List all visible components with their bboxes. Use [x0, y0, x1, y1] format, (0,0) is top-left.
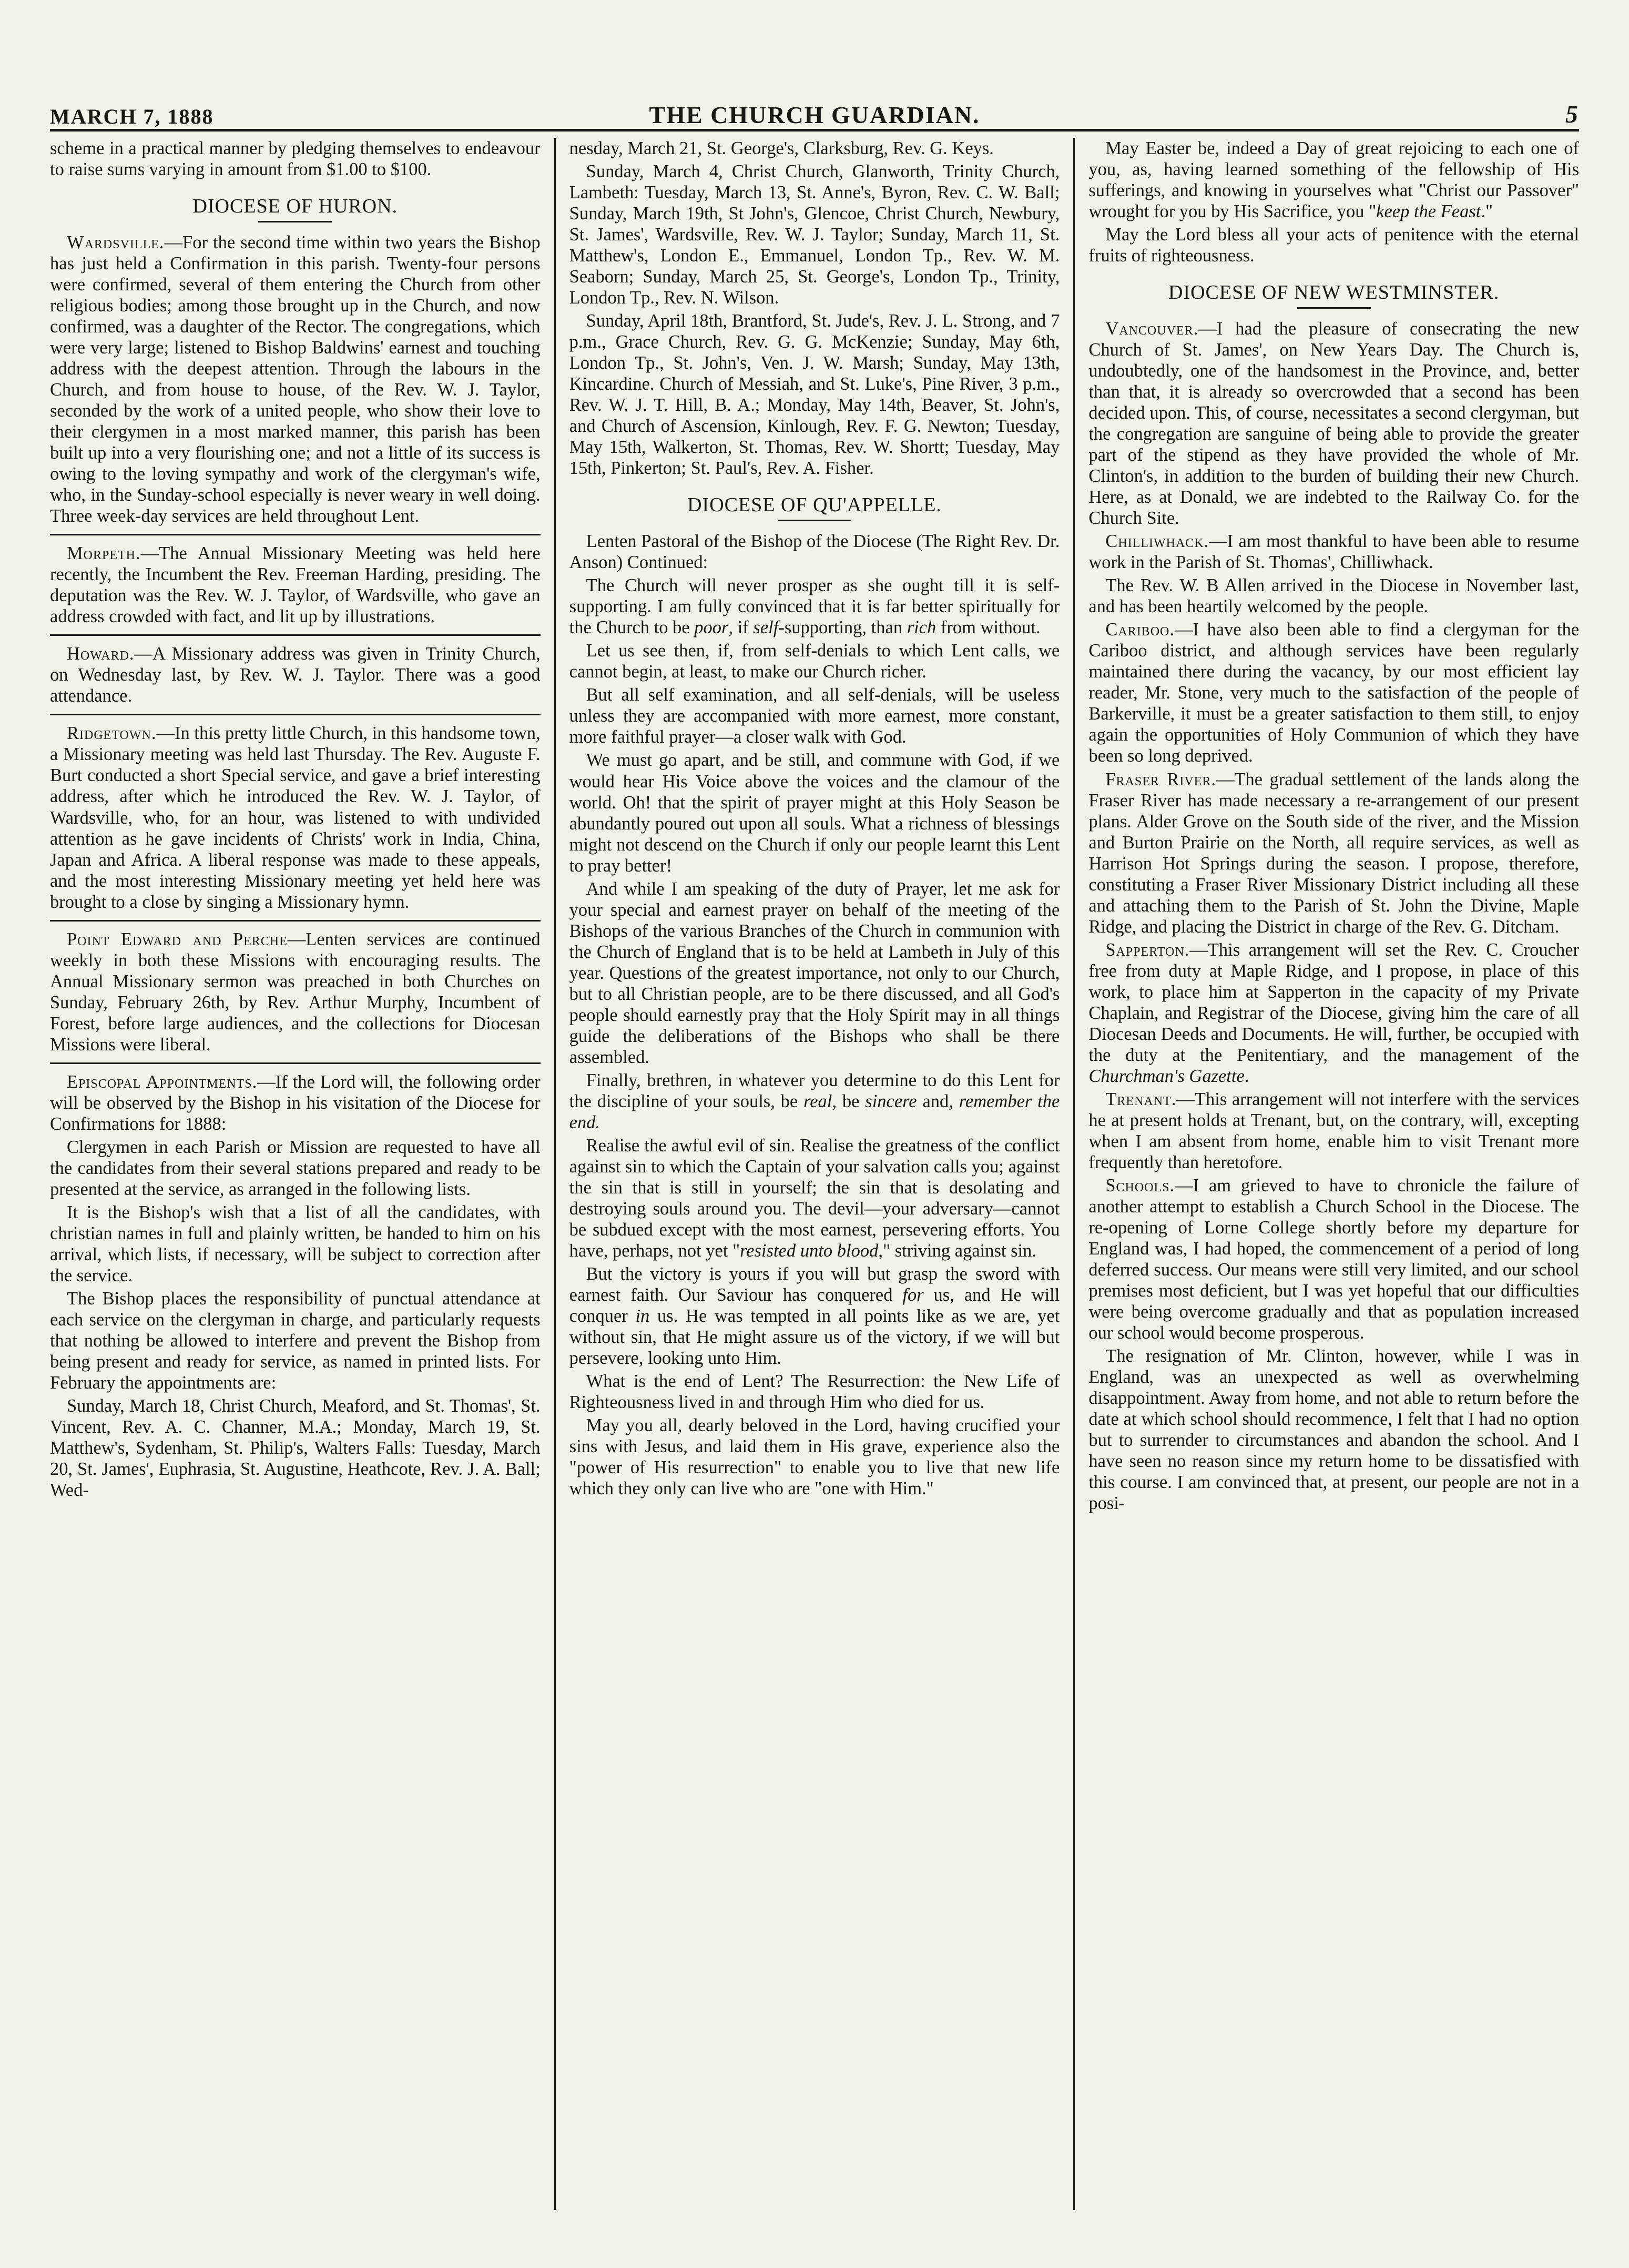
item-lead: Chilliwhack.	[1105, 531, 1209, 552]
paragraph: What is the end of Lent? The Resurrection: the New Life of Righteousness lived in and through Him who died for us.	[569, 1371, 1060, 1412]
text-run: , be	[832, 1091, 866, 1111]
item-lead: Vancouver.	[1105, 319, 1199, 339]
text-run: Realise the awful evil of sin. Realise the greatness of the conflict against sin to which the Captain of your salvation calls you; against the sin that is still in yourself; the sin that is desolating and destroying souls around you. The devil—your adversary—cannot be subdued except with the most earnest, persevering efforts. You have, perhaps, not yet "	[569, 1135, 1060, 1261]
paragraph-ridgetown	[50, 723, 541, 912]
italic-run: sincere	[865, 1091, 917, 1111]
item-lead: Sapperton.	[1105, 939, 1190, 960]
column-3	[1073, 138, 1579, 2210]
text-run: and,	[917, 1091, 959, 1111]
paragraph-episcopal	[50, 1071, 541, 1135]
heading-rule	[778, 520, 851, 521]
item-text: —In this pretty little Church, in this handsome town, a Missionary meeting was held last Thursday. The Rev. Auguste F. Burt conducted a short Special service, and gave a brief interesting address, after which he introduced the Rev. W. J. Taylor, of Wardsville, who, for an hour, was listened to with undivided attention as he gave incidents of Christs' work in India, China, Japan and Africa. A liberal response was made to these appeals, and the most interesting Missionary meeting yet held here was brought to a close by singing a Missionary hymn.	[50, 723, 541, 912]
paragraph-point-edward	[50, 929, 541, 1055]
paragraph: The resignation of Mr. Clinton, however, while I was in England, was an unexpected as well as overwhelming disappointment. Away from home, and not able to return before the date at which school should recommence, I felt that I had no option but to surrender to circumstances and abandon the school. And I have seen no reason since my return home to be dissatisfied with this course. I am convinced that, at present, our people are not in a posi-	[1088, 1345, 1580, 1514]
paragraph: But all self examination, and all self-denials, will be useless unless they are accompanied with more earnest, more constant, more faithful prayer—a closer walk with God.	[569, 685, 1060, 747]
paragraph: Clergymen in each Parish or Mission are requested to have all the candidates from their several stations prepared and ready to be presented at the service, as arranged in the following lists.	[50, 1137, 541, 1199]
item-text: —I am grieved to have to chronicle the failure of another attempt to establish a Church School in the Diocese. The re-opening of Lorne College shortly before my departure for England was, I had hoped, the commencement of a period of long deferred success. Our means were still very limited, and our school premises most deficient, but I was yet hopeful that our difficulties were being overcome gradually and that as population increased our school would become prosperous.	[1088, 1175, 1580, 1343]
paragraph: We must go apart, and be still, and commune with God, if we would hear His Voice above the voices and the clamour of the world. Oh! that the spirit of prayer might at this Holy Season be abundantly poured out upon all souls. What a richness of blessings might not descend on the Church if only our people learnt this Lent to pray better!	[569, 750, 1060, 876]
separator-rule	[50, 714, 541, 715]
separator-rule	[50, 534, 541, 535]
item-text: —The gradual settlement of the lands along the Fraser River has made necessary a re-arrangement of our present plans. Alder Grove on the South side of the river, and the Mission and Burton Prairie on the North, all require services, as well as Harrison Hot Springs during the season. I propose, therefore, constituting a Fraser River Missionary District including all these and attaching them to the Parish of St. John the Divine, Maple Ridge, and placing the District in charge of the Rev. G. Ditcham.	[1088, 769, 1580, 937]
paragraph: May you all, dearly beloved in the Lord, having crucified your sins with Jesus, and laid them in His grave, experience also the "power of His resurrection" to enable you to live that new life which they only can live who are "one with Him."	[569, 1415, 1060, 1499]
heading-rule	[258, 221, 332, 222]
item-lead: Ridgetown.	[67, 723, 157, 744]
text-run: .	[1244, 1066, 1249, 1086]
paragraph: scheme in a practical manner by pledging themselves to endeavour to raise sums varying in amount from $1.00 to $100.	[50, 138, 541, 180]
paragraph: It is the Bishop's wish that a list of all the candidates, with christian names in full and plainly written, be handed to him on his arrival, which lists, if necessary, will be subject to correction after the service.	[50, 1202, 541, 1285]
item-text: —If the Lord will, the following order will be observed by the Bishop in his visitation of the Diocese for Confirmations for 1888:	[50, 1071, 541, 1134]
paragraph-vancouver	[1088, 318, 1579, 529]
text-run: from without.	[936, 617, 1041, 638]
text-run: -supporting, than	[778, 617, 907, 638]
text-run: But the victory is yours if you will but grasp the sword with earnest faith. Our Saviour has conquered	[569, 1263, 1060, 1305]
paragraph	[1088, 138, 1579, 222]
italic-run: real	[803, 1091, 832, 1111]
item-lead: Point Edward and Perche	[67, 929, 288, 949]
heading-rule	[1297, 307, 1371, 309]
separator-rule	[50, 1062, 541, 1064]
separator-rule	[50, 634, 541, 636]
item-lead: Fraser River.	[1105, 769, 1216, 789]
paragraph-sapperton	[1088, 939, 1579, 1087]
item-text: —The Annual Missionary Meeting was held here recently, the Incumbent the Rev. Freeman Harding, presiding. The deputation was the Rev. W. J. Taylor, of Wardsville, who gave an address crowded with fact, and lit up by illustrations.	[50, 543, 541, 627]
item-lead: Morpeth.	[67, 543, 141, 564]
paragraph: And while I am speaking of the duty of Prayer, let me ask for your special and earnest prayer on behalf of the meeting of the Bishops of the various Branches of the Church in communion with the Church of England that is to be held at Lambeth in July of this year. Questions of the greatest importance, not only to our Church, but to all Christian people, are to be there discussed, and all God's people should earnestly pray that the Holy Spirit may in all things guide the deliberations of the Bishops who shall be there assembled.	[569, 878, 1060, 1067]
issue-date: MARCH 7, 1888	[50, 105, 214, 128]
text-run: May Easter be, indeed a Day of great rejoicing to each one of you, as, having learned something of the fellowship of His sufferings, and knowing in yourselves what "Christ our Passover" wrought for you by His Sacrifice, you "	[1088, 138, 1580, 222]
section-heading-new-westminster: DIOCESE OF NEW WESTMINSTER.	[1168, 281, 1500, 304]
paragraph: Let us see then, if, from self-denials to which Lent calls, we cannot begin, at least, to make our Church richer.	[569, 641, 1060, 682]
item-lead: Schools.	[1105, 1175, 1175, 1196]
paragraph: Sunday, April 18th, Brantford, St. Jude's, Rev. J. L. Strong, and 7 p.m., Grace Church, Rev. G. G. McKenzie; Sunday, May 6th, London Tp., St. John's, Ven. J. W. Marsh; Sunday, May 13th, Kincardine. Church of Messiah, and St. Luke's, Pine River, 3 p.m., Rev. W. J. T. Hill, B. A.; Monday, May 14th, Beaver, St. John's, and Church of Ascension, Kinlough, Rev. F. G. Newton; Tuesday, May 15th, Walkerton, St. Thomas, Rev. W. Shortt; Tuesday, May 15th, Pinkerton; St. Paul's, Rev. A. Fisher.	[569, 311, 1060, 479]
item-lead: Cariboo.	[1105, 620, 1175, 640]
paragraph-morpeth	[50, 543, 541, 627]
item-lead: Trenant.	[1105, 1089, 1177, 1109]
paragraph: Lenten Pastoral of the Bishop of the Diocese (The Right Rev. Dr. Anson) Continued:	[569, 531, 1060, 573]
text-run: us, and He will conquer	[569, 1284, 1060, 1326]
paragraph-chilliwhack	[1088, 531, 1579, 573]
item-text: —I had the pleasure of consecrating the new Church of St. James', on New Years Day. The Church is, undoubtedly, one of the handsomest in the Province, and, better than that, it is already so overcrowded that a second has been decided upon. This, of course, necessitates a second clergyman, but the congregation are sanguine of being able to provide the greater part of the stipend as they have provided the whole of Mr. Clinton's, in addition to the burden of building their new Church. Here, as at Donald, we are indebted to the Railway Co. for the Church Site.	[1088, 319, 1580, 529]
section-heading-quappelle: DIOCESE OF QU'APPELLE.	[687, 494, 942, 517]
separator-rule	[50, 920, 541, 922]
item-text: —I have also been able to find a clergyman for the Cariboo district, and although services have been regularly maintained there during the vacancy, by our most efficient lay reader, Mr. Stone, very much to the satisfaction of the people of Barkerville, it must be a greater satisfaction to them still, to enjoy again the opportunities of Holy Communion of which they have been so long deprived.	[1088, 620, 1580, 766]
item-lead: Wardsville.	[67, 232, 165, 253]
section-heading-huron: DIOCESE OF HURON.	[192, 195, 398, 218]
item-text: —Lenten services are continued weekly in both these Missions with encouraging results. The Annual Missionary sermon was preached in both Churches on Sunday, February 26th, by Rev. Arthur Murphy, Incumbent of Forest, before large audiences, and the collections for Diocesan Missions were liberal.	[50, 929, 541, 1055]
paragraph	[569, 1070, 1060, 1133]
paragraph	[569, 575, 1060, 638]
text-run: , if	[728, 617, 754, 638]
page-number: 5	[1565, 100, 1579, 128]
item-text: —A Missionary address was given in Trinity Church, on Wednesday last, by Rev. W. J. Taylor. There was a good attendance.	[50, 644, 541, 706]
item-text: —For the second time within two years the Bishop has just held a Confirmation in this parish. Twenty-four persons were confirmed, several of them entering the Church from other religious bodies; among those brought up in the Church, and now confirmed, was a daughter of the Rector. The congregations, which were very large; listened to Bishop Baldwins' earnest and touching address with the deepest attention. Through the labours in the Church, and from house to house, of the Rev. W. J. Taylor, seconded by the work of a united people, who show their love to their clergymen in a most marked manner, this parish has been built up into a very flourishing one; and not a little of its success is owing to the loving sympathy and work of the clergyman's wife, who, in the Sunday-school especially is never weary in well doing. Three week-day services are held throughout Lent.	[50, 232, 541, 526]
italic-run: rich	[907, 617, 936, 638]
italic-run: keep the Feast	[1376, 201, 1481, 222]
italic-run: remember the end.	[569, 1091, 1060, 1132]
paragraph-fraser-river	[1088, 769, 1579, 937]
paragraph: Sunday, March 18, Christ Church, Meaford, and St. Thomas', St. Vincent, Rev. A. C. Channer, M.A.; Monday, March 19, St. Matthew's, Sydenham, St. Philip's, Walters Falls: Tuesday, March 20, St. James', Euphrasia, St. Augustine, Heathcote, Rev. J. A. Ball; Wed-	[50, 1395, 541, 1500]
paragraph: The Bishop places the responsibility of punctual attendance at each service on the clergyman in charge, and particularly requests that nothing be allowed to interfere and prevent the Bishop from being present and ready for service, as named in printed lists. For February the appointments are:	[50, 1288, 541, 1393]
item-text: —This arrangement will not interfere with the services he at present holds at Trenant, but, on the contrary, will, excepting when I am absent from home, enable him to visit Trenant more frequently than heretofore.	[1088, 1089, 1580, 1172]
paragraph-cariboo	[1088, 619, 1579, 766]
text-run: The Church will never prosper as she ought till it is self-supporting. I am fully convinced that it is far better spiritually for the Church to be	[569, 575, 1060, 638]
paragraph-trenant	[1088, 1089, 1579, 1173]
paragraph	[569, 1263, 1060, 1369]
article-columns	[50, 138, 1579, 2210]
paragraph-schools	[1088, 1175, 1579, 1343]
text-run: Finally, brethren, in whatever you determine to do this Lent for the discipline of your souls, be	[569, 1070, 1060, 1111]
italic-run: self	[753, 617, 779, 638]
paragraph: nesday, March 21, St. George's, Clarksburg, Rev. G. Keys.	[569, 138, 994, 158]
paragraph: May the Lord bless all your acts of penitence with the eternal fruits of righteousness.	[1088, 225, 1580, 266]
italic-run: for	[902, 1284, 924, 1305]
italic-run: Churchman's Gazette	[1088, 1066, 1245, 1086]
item-lead: Episcopal Appointments.	[67, 1071, 258, 1092]
paragraph-howard	[50, 643, 541, 706]
item-text: —This arrangement will set the Rev. C. Croucher free from duty at Maple Ridge, and I propose, in place of this work, to place him at Sapperton in the capacity of my Private Chaplain, and Registrar of the Diocese, giving him the care of all Diocesan Deeds and Documents. He will, further, be occupied with the duty at the Penitentiary, and the management of the	[1088, 939, 1580, 1065]
paragraph: Sunday, March 4, Christ Church, Glanworth, Trinity Church, Lambeth: Tuesday, March 13, St. Anne's, Byron, Rev. C. W. Ball; Sunday, March 19th, St John's, Glencoe, Christ Church, Newbury, St. James', Wardsville, Rev. W. J. Taylor; Sunday, March 11, St. Matthew's, London E., Emmanuel, London Tp., Rev. W. M. Seaborn; Sunday, March 25, St. George's, London Tp., Trinity, London Tp., Rev. N. Wilson.	[569, 161, 1060, 308]
item-lead: Howard.	[67, 644, 135, 664]
column-2	[554, 138, 1074, 2210]
text-run: ," striving against sin.	[878, 1240, 1036, 1261]
text-run: us. He was tempted in all points like as we are, yet without sin, that He might assure us of the victory, if we will but persevere, looking unto Him.	[569, 1305, 1060, 1368]
text-run: ."	[1481, 201, 1493, 222]
column-1	[50, 138, 554, 2210]
newspaper-title: THE CHURCH GUARDIAN.	[649, 102, 980, 128]
paragraph: The Rev. W. B Allen arrived in the Diocese in November last, and has been heartily welcomed by the people.	[1088, 575, 1580, 617]
masthead	[50, 87, 1579, 131]
italic-run: in	[635, 1305, 650, 1326]
item-text: —I am most thankful to have been able to resume work in the Parish of St. Thomas', Chilliwhack.	[1088, 531, 1580, 573]
paragraph	[569, 1135, 1060, 1261]
italic-run: poor	[694, 617, 729, 638]
italic-run: resisted unto blood	[740, 1240, 879, 1261]
paragraph-wardsville	[50, 232, 541, 526]
